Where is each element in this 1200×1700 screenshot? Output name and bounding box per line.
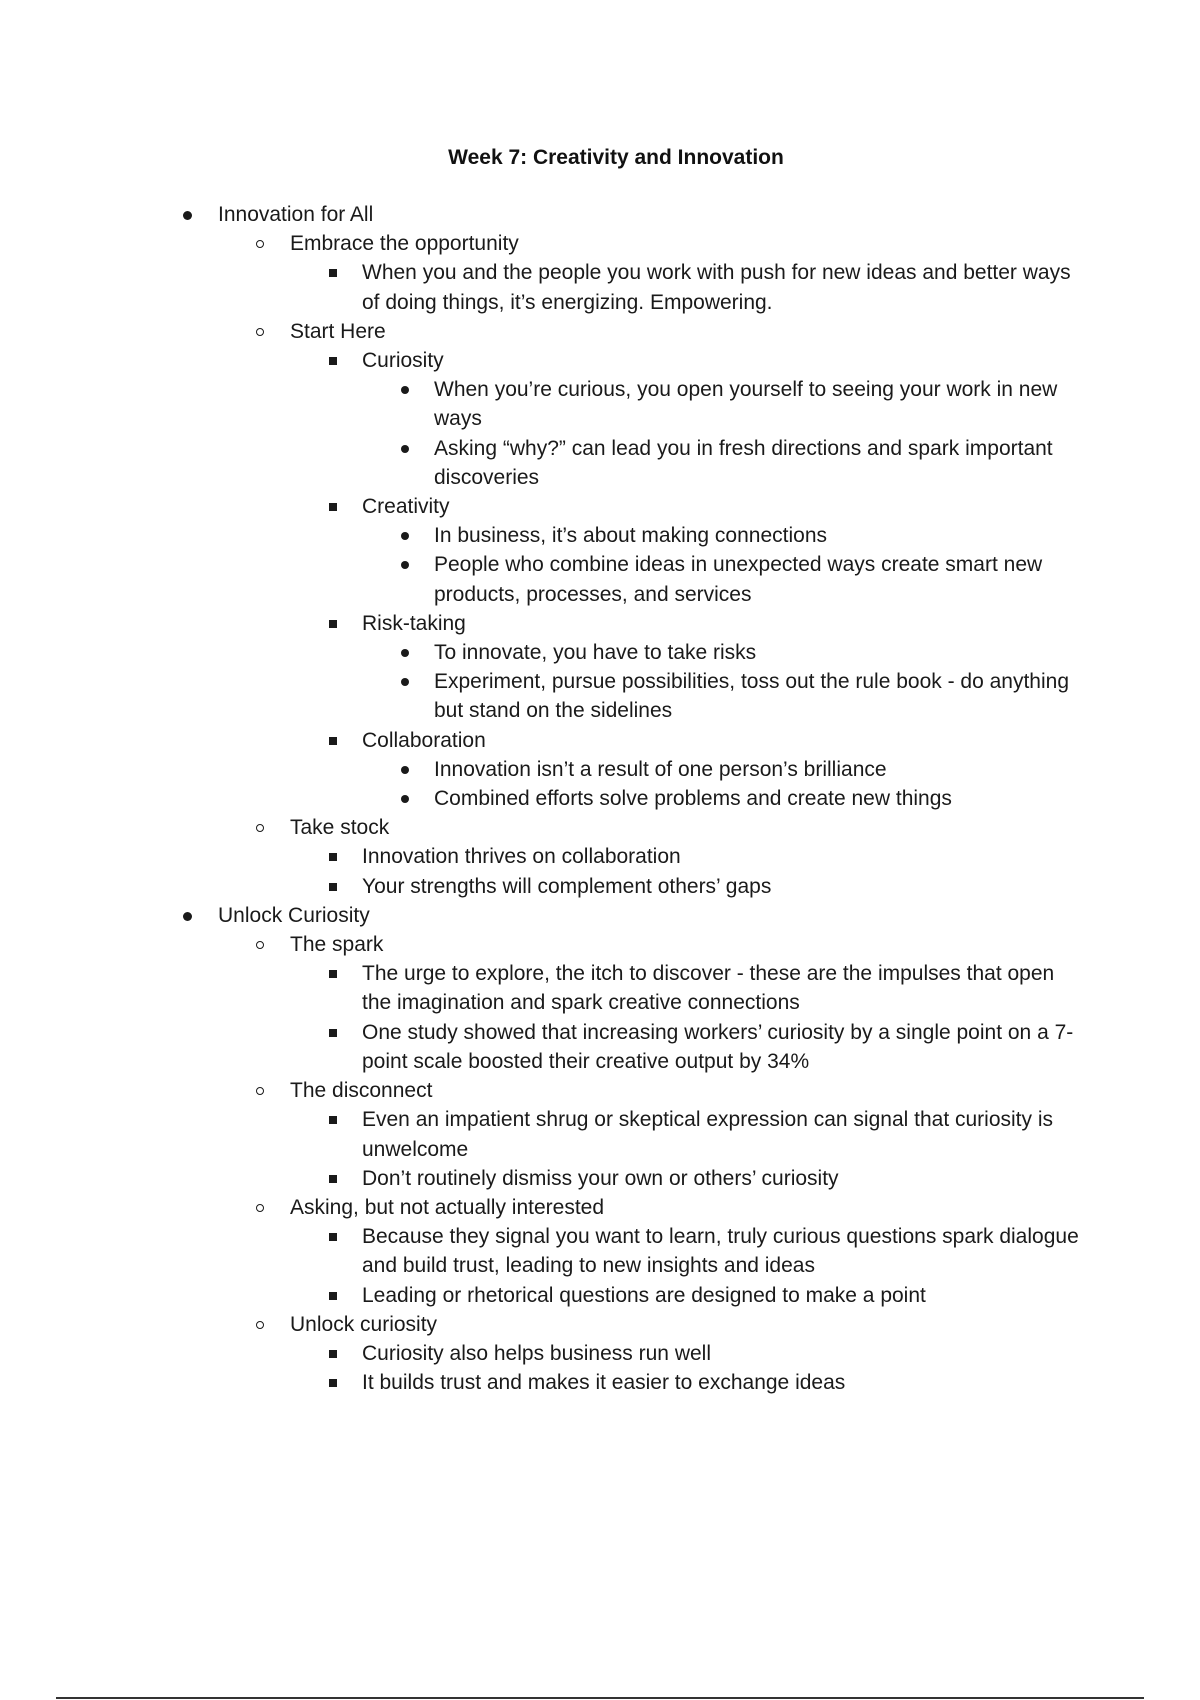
outline-point-text: It builds trust and makes it easier to exchange ideas: [362, 1371, 846, 1395]
outline-detail: [0, 521, 1200, 550]
outline-point: [0, 346, 1200, 492]
bullet-square-icon: [329, 883, 337, 891]
outline-subtopic: [0, 229, 1200, 317]
bullet-square-icon: [329, 357, 337, 365]
bullet-disc-icon: [183, 912, 192, 921]
bullet-disc-icon: [183, 211, 192, 220]
outline-level-3-list: [0, 1222, 1200, 1310]
outline-level-3-list: [0, 842, 1200, 900]
outline-point-text: Innovation thrives on collaboration: [362, 845, 681, 869]
outline-point-text: Curiosity also helps business run well: [362, 1341, 711, 1365]
outline-point: [0, 1368, 1200, 1397]
outline-subtopic-text: Start Here: [290, 319, 386, 343]
bullet-disc-icon: [401, 445, 409, 453]
bullet-circle-icon: [256, 1087, 264, 1095]
outline-detail: [0, 550, 1200, 608]
bullet-disc-icon: [401, 795, 409, 803]
outline-subtopic-text: The spark: [290, 933, 384, 957]
outline-level-3-list: [0, 1105, 1200, 1193]
outline-detail-text: In business, it’s about making connections: [434, 524, 828, 548]
outline-level-4-list: [0, 755, 1200, 813]
bullet-square-icon: [329, 1029, 337, 1037]
bullet-disc-icon: [401, 386, 409, 394]
outline-subtopic: [0, 1310, 1200, 1398]
outline-level-4-list: [0, 638, 1200, 726]
outline-detail-text: When you’re curious, you open yourself to seeing your work in new ways: [434, 378, 1058, 431]
bullet-square-icon: [329, 737, 337, 745]
bullet-square-icon: [329, 1379, 337, 1387]
outline-level-4-list: [0, 375, 1200, 492]
outline-subtopic: [0, 813, 1200, 901]
bullet-square-icon: [329, 503, 337, 511]
outline-subtopic: [0, 930, 1200, 1076]
outline-level-2-list: [0, 930, 1200, 1397]
bullet-disc-icon: [401, 649, 409, 657]
bullet-square-icon: [329, 1233, 337, 1241]
outline-point: [0, 959, 1200, 1017]
bullet-disc-icon: [401, 766, 409, 774]
outline-detail: [0, 434, 1200, 492]
outline-point: [0, 1281, 1200, 1310]
outline-subtopic-text: Asking, but not actually interested: [290, 1195, 605, 1219]
bullet-circle-icon: [256, 941, 264, 949]
outline-detail-text: To innovate, you have to take risks: [434, 641, 757, 665]
outline-subtopic: [0, 317, 1200, 813]
outline-point: [0, 609, 1200, 726]
bullet-circle-icon: [256, 1321, 264, 1329]
outline-point-text: Don’t routinely dismiss your own or others’ curiosity: [362, 1166, 839, 1190]
footer-rule: [56, 1697, 1144, 1699]
page-title: Week 7: Creativity and Innovation: [448, 146, 784, 169]
outline-point-text: Creativity: [362, 495, 450, 519]
outline-point-text: Because they signal you want to learn, truly curious questions spark dialogue and build trust, leading to new insights and ideas: [362, 1225, 1079, 1278]
bullet-square-icon: [329, 853, 337, 861]
outline-detail: [0, 755, 1200, 784]
outline-detail: [0, 638, 1200, 667]
bullet-circle-icon: [256, 824, 264, 832]
outline-point-text: Your strengths will complement others’ gaps: [362, 874, 772, 898]
outline-point: [0, 842, 1200, 871]
outline-point: [0, 1105, 1200, 1163]
outline-detail-text: Combined efforts solve problems and create new things: [434, 787, 952, 811]
outline-level-2-list: [0, 229, 1200, 901]
bullet-square-icon: [329, 1292, 337, 1300]
outline-point-text: The urge to explore, the itch to discover - these are the impulses that open the imagination and spark creative connections: [362, 962, 1055, 1015]
outline-topic-text: Innovation for All: [218, 203, 374, 226]
outline-subtopic-text: Take stock: [290, 816, 390, 840]
outline-subtopic: [0, 1076, 1200, 1193]
outline-point: [0, 726, 1200, 814]
outline-subtopic-text: The disconnect: [290, 1079, 433, 1103]
outline-point: [0, 1222, 1200, 1280]
outline-point: [0, 258, 1200, 316]
outline-point-text: Curiosity: [362, 349, 444, 373]
outline-detail-text: Innovation isn’t a result of one person’s brilliance: [434, 757, 887, 781]
bullet-disc-icon: [401, 561, 409, 569]
outline-detail-text: Asking “why?” can lead you in fresh directions and spark important discoveries: [434, 436, 1053, 489]
outline-point-text: Leading or rhetorical questions are designed to make a point: [362, 1283, 926, 1307]
bullet-square-icon: [329, 269, 337, 277]
outline-level-3-list: [0, 346, 1200, 813]
outline-level-3-list: [0, 258, 1200, 316]
bullet-disc-icon: [401, 532, 409, 540]
outline-topic: [0, 901, 1200, 1397]
outline-point: [0, 1018, 1200, 1076]
bullet-circle-icon: [256, 328, 264, 336]
outline-point: [0, 872, 1200, 901]
bullet-square-icon: [329, 1350, 337, 1358]
outline-topic: [0, 200, 1200, 901]
outline-point-text: When you and the people you work with push for new ideas and better ways of doing things, it’s energizing. Empowering.: [362, 261, 1071, 314]
outline-detail: [0, 667, 1200, 725]
outline-point-text: One study showed that increasing workers’ curiosity by a single point on a 7-point scale boosted their creative output by 34%: [362, 1020, 1074, 1073]
outline-point-text: Even an impatient shrug or skeptical expression can signal that curiosity is unwelcome: [362, 1108, 1054, 1161]
outline-point: [0, 1339, 1200, 1368]
outline-subtopic-text: Unlock curiosity: [290, 1312, 438, 1336]
outline-subtopic: [0, 1193, 1200, 1310]
document-outline: [0, 200, 1200, 1397]
bullet-circle-icon: [256, 1204, 264, 1212]
bullet-square-icon: [329, 620, 337, 628]
outline-detail-text: People who combine ideas in unexpected ways create smart new products, processes, and services: [434, 553, 1043, 606]
outline-level-3-list: [0, 959, 1200, 1076]
bullet-square-icon: [329, 970, 337, 978]
bullet-square-icon: [329, 1175, 337, 1183]
bullet-circle-icon: [256, 240, 264, 248]
outline-level-3-list: [0, 1339, 1200, 1397]
outline-point-text: Risk-taking: [362, 611, 466, 635]
outline-level-1-list: [0, 200, 1200, 1397]
outline-detail: [0, 375, 1200, 433]
outline-subtopic-text: Embrace the opportunity: [290, 232, 519, 256]
outline-level-4-list: [0, 521, 1200, 609]
outline-topic-text: Unlock Curiosity: [218, 903, 370, 927]
outline-point: [0, 1164, 1200, 1193]
bullet-disc-icon: [401, 678, 409, 686]
outline-point-text: Collaboration: [362, 728, 486, 752]
outline-point: [0, 492, 1200, 609]
outline-detail-text: Experiment, pursue possibilities, toss out the rule book - do anything but stand on the sidelines: [434, 670, 1070, 723]
outline-detail: [0, 784, 1200, 813]
bullet-square-icon: [329, 1116, 337, 1124]
